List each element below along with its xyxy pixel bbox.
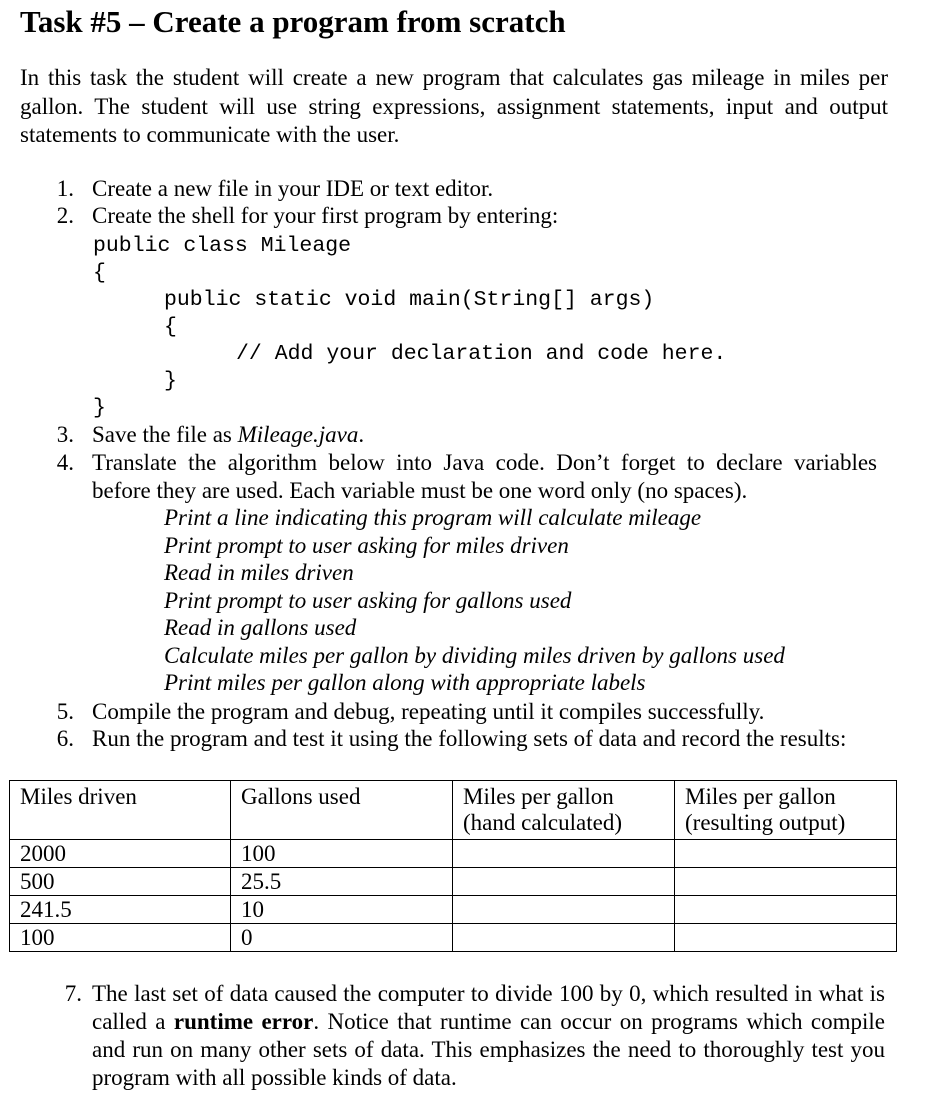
table-cell <box>675 924 897 952</box>
table-row <box>10 924 897 952</box>
table-cell <box>453 840 675 868</box>
algorithm-line: Read in miles driven <box>164 560 354 585</box>
algorithm-line: Calculate miles per gallon by dividing miles driven by gallons used <box>164 643 785 668</box>
algorithm-line: Read in gallons used <box>164 615 357 640</box>
step-text: Save the file as Mileage.java. <box>92 422 365 447</box>
file-name: Mileage.java <box>237 422 359 447</box>
table-cell: 25.5 <box>231 868 453 896</box>
step-text: The last set of data caused the computer to divide 100 by 0, which resulted in what is called a runtime error. Notice that runtime can occur on programs which compile and run on many other sets of data. This emphasizes the need to thoroughly test you program with all possible kinds of data. <box>92 981 885 1090</box>
code-line: public static void main(String[] args) <box>164 288 655 312</box>
code-line: } <box>164 369 177 393</box>
code-line: } <box>93 396 106 420</box>
step-number: 2. <box>56 203 74 228</box>
code-line: { <box>164 315 177 339</box>
table-cell: 0 <box>231 924 453 952</box>
table-header-cell: Miles per gallon (resulting output) <box>675 781 897 840</box>
table-cell: 2000 <box>10 840 231 868</box>
table-header-cell: Gallons used <box>231 781 453 840</box>
step-number: 3. <box>56 422 74 447</box>
table-cell: 100 <box>10 924 231 952</box>
table-cell <box>453 924 675 952</box>
algorithm-line: Print prompt to user asking for miles driven <box>164 533 569 558</box>
step-number: 4. <box>56 450 74 475</box>
step-text: Compile the program and debug, repeating until it compiles successfully. <box>92 699 765 724</box>
table-cell: 500 <box>10 868 231 896</box>
table-cell <box>675 840 897 868</box>
runtime-error-term: runtime error <box>173 1009 314 1034</box>
algorithm-line: Print prompt to user asking for gallons used <box>164 588 572 613</box>
step-number: 1. <box>56 176 74 201</box>
algorithm-line: Print miles per gallon along with appropriate labels <box>164 670 646 695</box>
table-row <box>10 868 897 896</box>
step-text: Run the program and test it using the following sets of data and record the results: <box>92 726 847 751</box>
table-cell: 100 <box>231 840 453 868</box>
table-cell: 10 <box>231 896 453 924</box>
results-table <box>9 780 897 952</box>
intro-paragraph: In this task the student will create a new program that calculates gas mileage in miles per gallon. The student will use string expressions, assignment statements, input and output statements to communicate with the user. <box>20 65 888 147</box>
step-text: Create the shell for your first program by entering: <box>92 203 559 228</box>
step-text: before they are used. Each variable must be one word only (no spaces). <box>92 478 748 503</box>
table-row <box>10 840 897 868</box>
table-header-cell: Miles driven <box>10 781 231 840</box>
code-line: { <box>93 261 106 285</box>
table-cell <box>453 896 675 924</box>
table-row <box>10 896 897 924</box>
step-text: Create a new file in your IDE or text editor. <box>92 176 494 201</box>
code-comment: // Add your declaration and code here. <box>236 342 727 366</box>
page-title: Task #5 – Create a program from scratch <box>20 4 566 39</box>
table-cell <box>675 896 897 924</box>
table-header-row <box>10 781 897 840</box>
table-cell: 241.5 <box>10 896 231 924</box>
table-cell <box>453 868 675 896</box>
algorithm-line: Print a line indicating this program will calculate mileage <box>164 505 702 530</box>
table-header-cell: Miles per gallon (hand calculated) <box>453 781 675 840</box>
table-cell <box>675 868 897 896</box>
step-number: 6. <box>56 726 74 751</box>
step-number: 5. <box>56 699 74 724</box>
step-number: 7. <box>64 981 82 1006</box>
code-line: public class Mileage <box>93 234 352 258</box>
step-text: Translate the algorithm below into Java code. Don’t forget to declare variables <box>92 450 877 475</box>
